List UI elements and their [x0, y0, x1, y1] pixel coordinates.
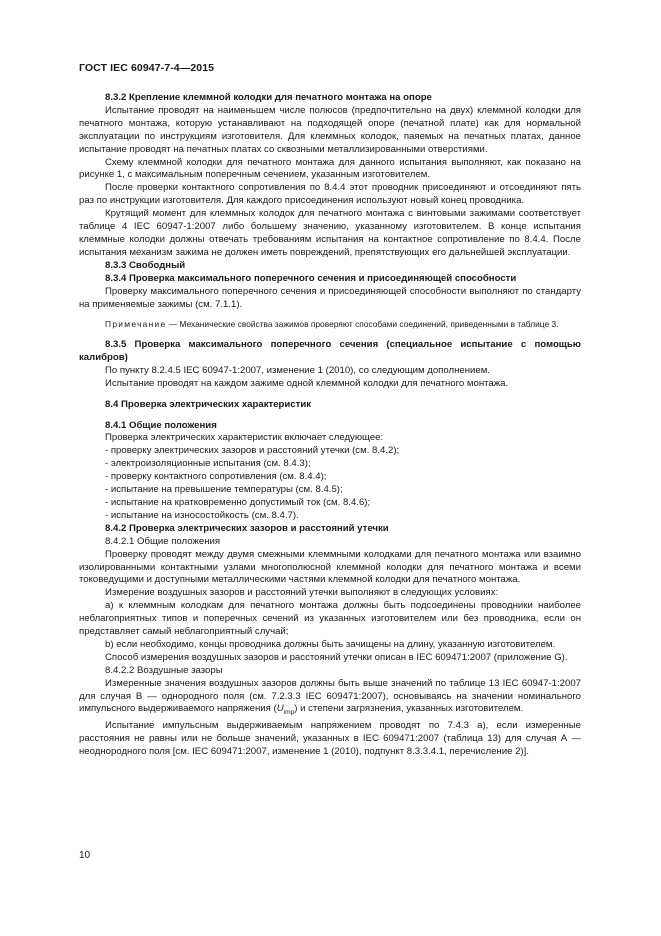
- list-item: - электроизоляционные испытания (см. 8.4.3);: [105, 458, 311, 470]
- paragraph: После проверки контактного сопротивления по 8.4.4 этот проводник присоединяют и отсоединяют пять раз по инструкции изготовителя. Для каждого присоединения используют новый конец проводника.: [79, 182, 581, 207]
- paragraph: Испытание проводят на наименьшем числе полюсов (предпочтительно на двух) клеммной колодки для печатного монтажа, которую устанавливают на подходящей опоре (печатной плате) как для нормальной эксплуатации по инструкциям изготовителя. Для клеммных колодок, паяемых на печатных платах, данное испытание проводят на печатных платах со сквозными металлизированными отверстиями.: [79, 104, 581, 155]
- list-item: - проверку электрических зазоров и расстояний утечки (см. 8.4.2);: [105, 445, 400, 457]
- paragraph: Способ измерения воздушных зазоров и расстояний утечки описан в IEC 609471:2007 (приложение G).: [105, 651, 568, 663]
- paragraph: Испытание импульсным выдерживаемым напряжением проводят по 7.4.3 а), если измеренные расстояния не равны или не больше значений, указанных в IEC 609471:2007 (таблица 13) для случая А — неоднородного поля [см. IEC 609471:2007, изменение 1 (2010), подпункт 8.3.3.4.1, перечисление 2)].: [79, 720, 581, 758]
- paragraph: Испытание проводят на каждом зажиме одной клеммной колодки для печатного монтажа.: [105, 377, 509, 389]
- paragraph-text: Измеренные значения воздушных зазоров должны быть выше значений по таблице 13 IEC 60947-1:2007 для случая В — однородного поля (см. 7.2.3.3 IEC 609471:2007), основываясь на значении номинального импульсного выдерживаемого напряжения (: [79, 677, 581, 715]
- paragraph: Проверку максимального поперечного сечения и присоединяющей способности выполняют по стандарту на применяемые зажимы (см. 7.1.1).: [79, 285, 581, 310]
- list-item: - испытание на износостойкость (см. 8.4.7).: [105, 509, 299, 521]
- section-heading-8-3-4: 8.3.4 Проверка максимального поперечного сечения и присоединяющей способности: [105, 272, 517, 284]
- paragraph-text: ) и степени загрязнения, указанных изготовителем.: [294, 703, 524, 715]
- section-heading-8-4-1: 8.4.1 Общие положения: [105, 419, 217, 431]
- document-code-header: ГОСТ IEC 60947-7-4—2015: [79, 62, 215, 74]
- list-item: - испытание на превышение температуры (см. 8.4.5);: [105, 484, 343, 496]
- section-heading-8-3-5: 8.3.5 Проверка максимального поперечного сечения (специальное испытание с помощью калибров): [79, 339, 581, 363]
- paragraph: По пункту 8.2.4.5 IEC 60947-1:2007, изменение 1 (2010), со следующим дополнением.: [105, 364, 490, 376]
- note-paragraph: [79, 319, 581, 331]
- document-body: [79, 92, 581, 759]
- paragraph: Измерение воздушных зазоров и расстояний утечки выполняют в следующих условиях:: [105, 587, 499, 599]
- paragraph: Проверка электрических характеристик включает следующее:: [105, 432, 384, 444]
- page-number: 10: [79, 850, 91, 861]
- symbol-subscript: imp: [283, 709, 295, 717]
- paragraph: [79, 678, 581, 721]
- note-label: Примечание: [105, 319, 167, 330]
- list-item: - испытание на кратковременно допустимый ток (см. 8.4.6);: [105, 496, 371, 508]
- section-heading-8-4: 8.4 Проверка электрических характеристик: [105, 398, 312, 410]
- section-heading-8-3-3: 8.3.3 Свободный: [105, 259, 186, 271]
- paragraph: Схему клеммной колодки для печатного монтажа для данного испытания выполняют, как показано на рисунке 1, с максимальным поперечным сечением, указанным изготовителем.: [79, 156, 581, 181]
- symbol-u: U: [276, 703, 284, 715]
- paragraph: Проверку проводят между двумя смежными клеммными колодками для печатного монтажа или взаимно изолированными контактными узлами многополюсной клеммной колодки для печатного монтажа и всеми токоведущими и доступными металлическими частями клеммной колодки для печатного монтажа.: [79, 548, 581, 586]
- paragraph: а) к клеммным колодкам для печатного монтажа должны быть подсоединены проводники наиболее неблагоприятных типов и поперечных сечений из указанных изготовителем или без проводника, если он представляет самый неблагоприятный случай;: [79, 600, 581, 638]
- section-heading-8-3-2: 8.3.2 Крепление клеммной колодки для печатного монтажа на опоре: [105, 92, 432, 103]
- note-text: — Механические свойства зажимов проверяют способами соединений, приведенными в таблице 3.: [166, 319, 559, 330]
- subsection-heading-8-4-2-1: 8.4.2.1 Общие положения: [105, 535, 221, 547]
- list-item: - проверку контактного сопротивления (см. 8.4.4);: [105, 471, 327, 483]
- paragraph: Крутящий момент для клеммных колодок для печатного монтажа с винтовыми зажимами соответствует таблице 4 IEC 60947-1:2007 либо большему значению, указанному изготовителем. В конце испытания клеммные колодки должны отвечать требованиям испытания на контактное сопротивление по 8.4.4. После испытания механизм зажима не должен иметь повреждений, препятствующих его дальнейшей эксплуатации.: [79, 208, 581, 258]
- paragraph: b) если необходимо, концы проводника должны быть зачищены на длину, указанную изготовителем.: [105, 638, 556, 650]
- section-heading-8-4-2: 8.4.2 Проверка электрических зазоров и расстояний утечки: [105, 522, 389, 534]
- subsection-heading-8-4-2-2: 8.4.2.2 Воздушные зазоры: [105, 664, 223, 676]
